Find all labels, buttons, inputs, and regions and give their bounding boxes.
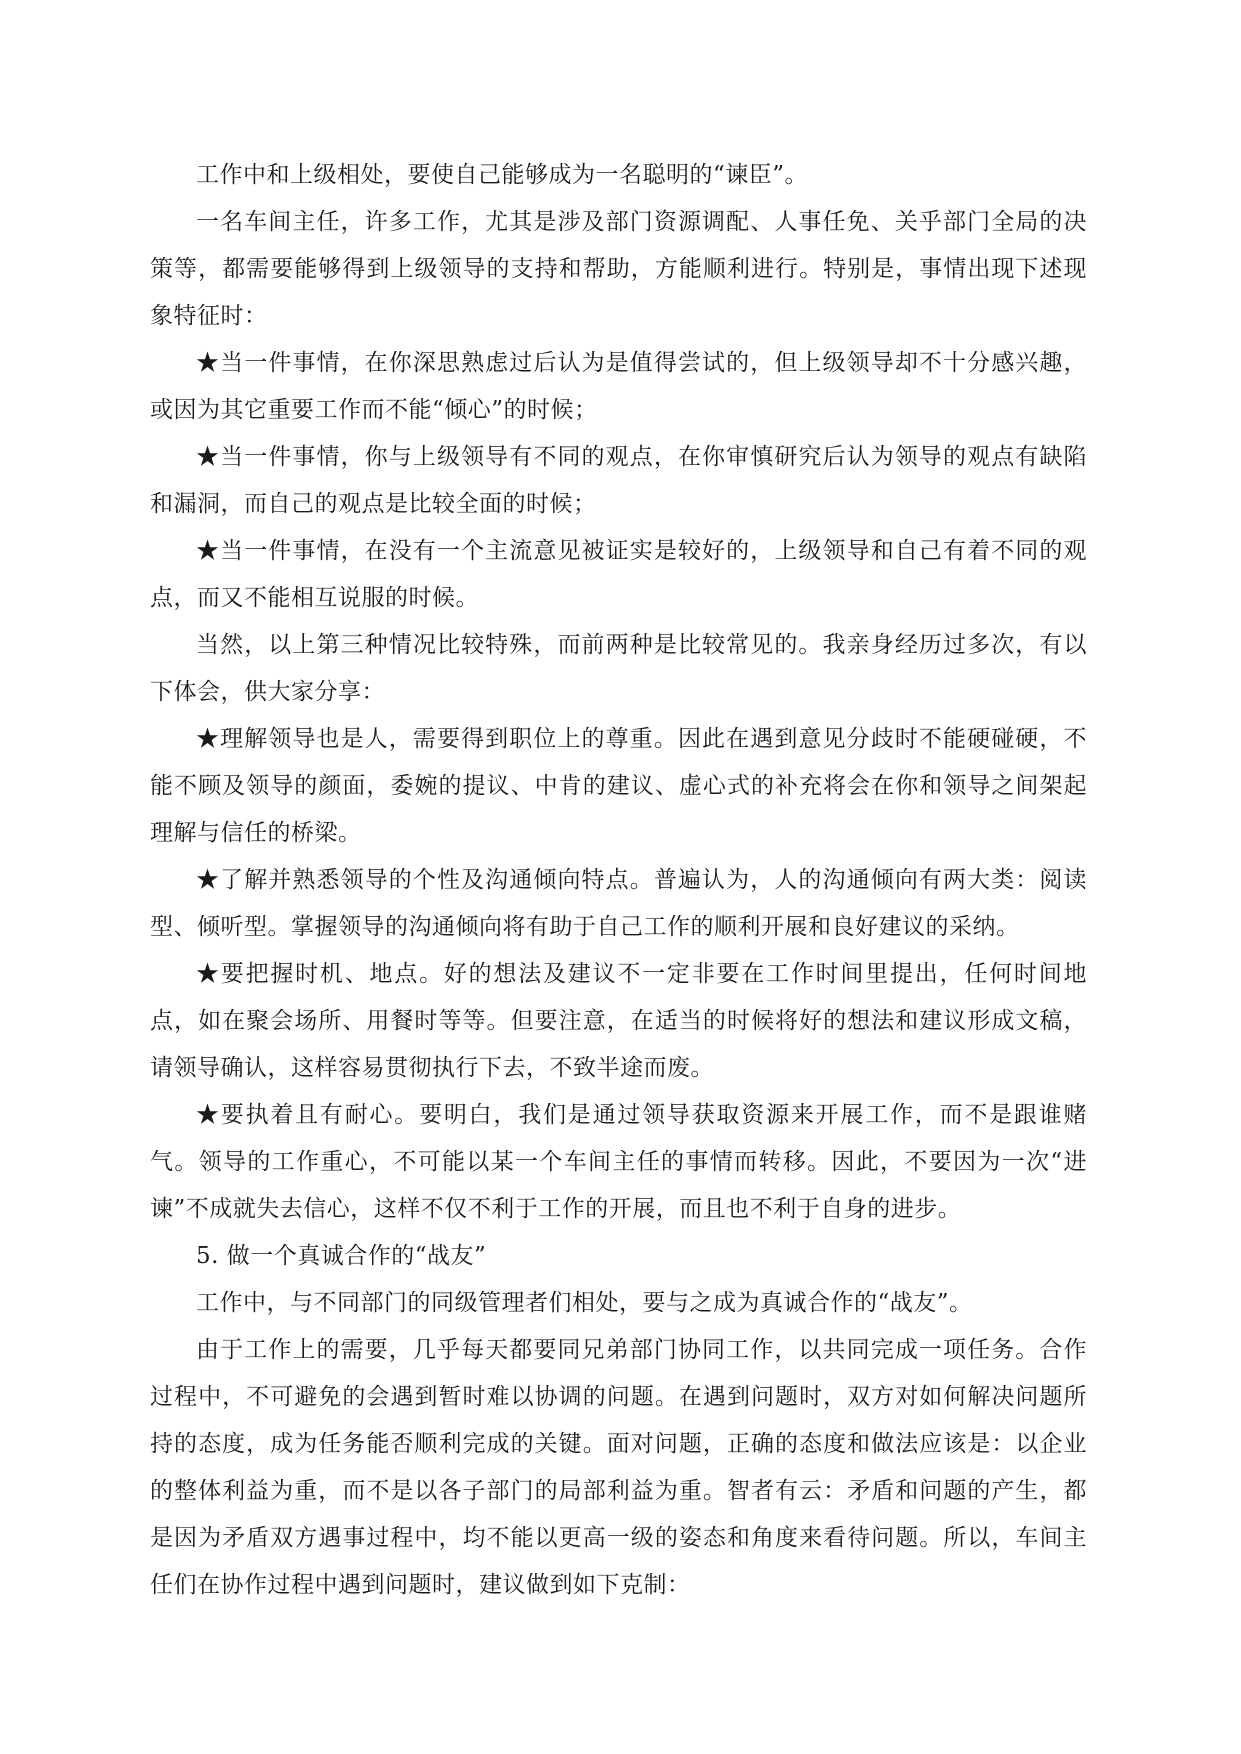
- paragraph-summary: 当然，以上第三种情况比较特殊，而前两种是比较常见的。我亲身经历过多次，有以下体会，供大家分享：: [150, 632, 1087, 705]
- bullet-situation-3: ★当一件事情，在没有一个主流意见被证实是较好的，上级领导和自己有着不同的观点，而又不能相互说服的时候。: [150, 538, 1087, 611]
- paragraph-intro: 工作中和上级相处，要使自己能够成为一名聪明的“谏臣”。: [196, 162, 809, 188]
- paragraph-context: 一名车间主任，许多工作，尤其是涉及部门资源调配、人事任免、关乎部门全局的决策等，都需要能够得到上级领导的支持和帮助，方能顺利进行。特别是，事情出现下述现象特征时：: [150, 209, 1087, 329]
- bullet-advice-2: ★了解并熟悉领导的个性及沟通倾向特点。普遍认为，人的沟通倾向有两大类：阅读型、倾听型。掌握领导的沟通倾向将有助于自己工作的顺利开展和良好建议的采纳。: [150, 867, 1087, 940]
- bullet-situation-1: ★当一件事情，在你深思熟虑过后认为是值得尝试的，但上级领导却不十分感兴趣，或因为其它重要工作而不能“倾心”的时候；: [150, 350, 1087, 423]
- bullet-advice-1: ★理解领导也是人，需要得到职位上的尊重。因此在遇到意见分歧时不能硬碰硬，不能不顾及领导的颜面，委婉的提议、中肯的建议、虚心式的补充将会在你和领导之间架起理解与信任的桥梁。: [150, 726, 1087, 846]
- bullet-advice-3: ★要把握时机、地点。好的想法及建议不一定非要在工作时间里提出，任何时间地点，如在聚会场所、用餐时等等。但要注意，在适当的时候将好的想法和建议形成文稿，请领导确认，这样容易贯彻执行下去，不致半途而废。: [150, 961, 1087, 1081]
- paragraph-peer-intro: 工作中，与不同部门的同级管理者们相处，要与之成为真诚合作的“战友”。: [196, 1290, 973, 1316]
- section-heading: 5. 做一个真诚合作的“战友”: [196, 1243, 487, 1269]
- paragraph-peer-detail: 由于工作上的需要，几乎每天都要同兄弟部门协同工作，以共同完成一项任务。合作过程中，不可避免的会遇到暂时难以协调的问题。在遇到问题时，双方对如何解决问题所持的态度，成为任务能否顺利完成的关键。面对问题，正确的态度和做法应该是：以企业的整体利益为重，而不是以各子部门的局部利益为重。智者有云：矛盾和问题的产生，都是因为矛盾双方遇事过程中，均不能以更高一级的姿态和角度来看待问题。所以，车间主任们在协作过程中遇到问题时，建议做到如下克制：: [150, 1337, 1087, 1598]
- document-page: [150, 152, 1087, 1609]
- bullet-advice-4: ★要执着且有耐心。要明白，我们是通过领导获取资源来开展工作，而不是跟谁赌气。领导的工作重心，不可能以某一个车间主任的事情而转移。因此，不要因为一次“进谏”不成就失去信心，这样不仅不利于工作的开展，而且也不利于自身的进步。: [150, 1102, 1087, 1222]
- bullet-situation-2: ★当一件事情，你与上级领导有不同的观点，在你审慎研究后认为领导的观点有缺陷和漏洞，而自己的观点是比较全面的时候；: [150, 444, 1087, 517]
